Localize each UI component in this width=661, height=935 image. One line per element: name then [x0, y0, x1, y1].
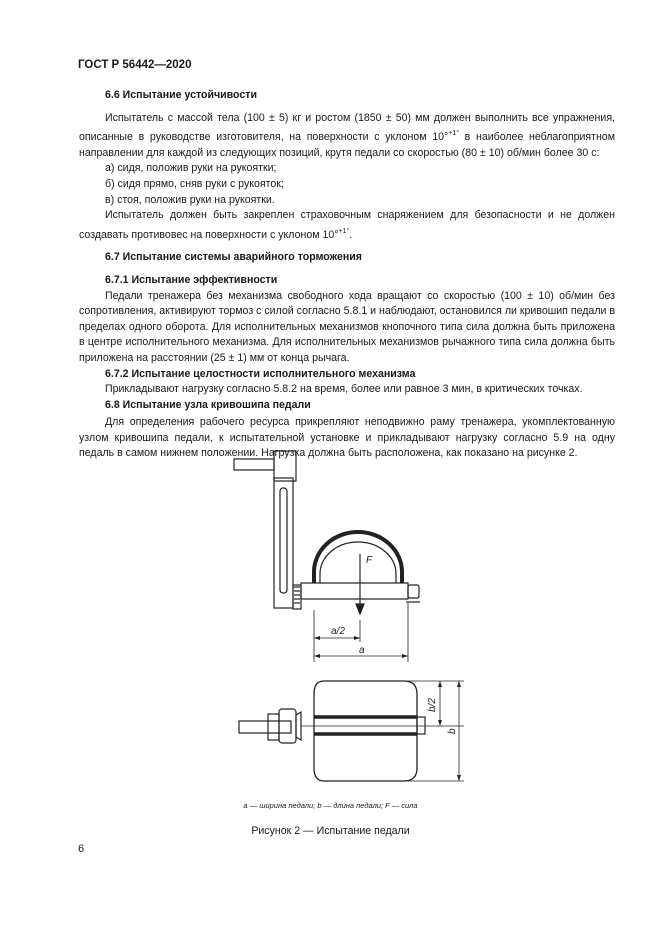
spindle-top [234, 459, 274, 470]
section-6-7-2-text: Прикладывают нагрузку согласно 5.8.2 на время, более или равное 3 мин, в критических точках. [105, 383, 583, 396]
section-6-7-2-title: 6.7.2 Испытание целостности исполнительного механизма [105, 367, 416, 380]
crank-hub [274, 451, 296, 481]
section-6-7-title: 6.7 Испытание системы аварийного торможения [105, 251, 362, 264]
force-arrowhead [356, 604, 364, 614]
document-body [79, 88, 615, 462]
spindle-collar [268, 714, 279, 740]
list-item: б) сидя прямо, сняв руки с рукояток; [105, 177, 284, 190]
list-item: в) стоя, положив руки на рукоятки. [105, 193, 275, 206]
figure-legend: a — ширина педали; b — длина педали; F — сила [243, 801, 418, 810]
section-6-6-paragraph-1: Испытатель с массой тела (100 ± 5) кг и ростом (1850 ± 50) мм должен выполнить все упражнения, описанные в руководстве изготовителя, на поверхности с уклоном 10°$^{+1^\circ}$ в наиболее неблагоприятном направлении для каждой из следующих позиций, крутя педали со скоростью (80 ± 10) об/мин более 30 с: [79, 111, 615, 159]
figure-caption: Рисунок 2 — Испытание педали [251, 825, 410, 837]
label-a-half: a/2 [331, 626, 345, 637]
section-6-8-title: 6.8 Испытание узла кривошипа педали [105, 398, 311, 411]
section-6-8-text: Для определения рабочего ресурса прикрепляют неподвижно раму тренажера, укомплектованную узлом кривошипа педали, к испытательной установке и прикладывают нагрузку согласно 5.9 на одну педаль в самом нижнем положении. Нагрузка должна быть расположена, как показано на рисунке 2. [79, 416, 615, 460]
pedal-body-side [301, 583, 408, 599]
section-6-6-title: 6.6 Испытание устойчивости [105, 89, 257, 101]
list-item: а) сидя, положив руки на рукоятки; [105, 162, 277, 175]
pedal-end-cap [408, 585, 419, 598]
label-force: F [366, 555, 373, 566]
label-b: b [447, 728, 458, 734]
pedal-nut-top [293, 585, 301, 609]
pedal-diagram [220, 450, 470, 796]
pedal-body-plan [314, 681, 417, 781]
document-header: ГОСТ Р 56442—2020 [78, 59, 192, 71]
spindle-plan [239, 721, 291, 733]
label-b-half: b/2 [427, 698, 438, 712]
pedal-nut-plan [279, 709, 296, 743]
section-6-7-1-title: 6.7.1 Испытание эффективности [105, 273, 278, 286]
crank-slot [280, 488, 287, 593]
pedal-frame-side [314, 532, 402, 583]
label-a: a [359, 645, 365, 656]
crank-arm [274, 478, 293, 608]
section-6-6-paragraph-2: Испытатель должен быть закреплен страховочным снаряжением для безопасности и не должен создавать противовес на поверхности с уклоном 10°$^{+1^\circ}$. [79, 209, 615, 241]
page-number: 6 [78, 843, 85, 855]
section-6-7-1-text: Педали тренажера без механизма свободного хода вращают со скоростью (100 ± 10) об/мин без сопротивления, активируют тормоз с силой согласно 5.8.1 и наблюдают, остановился ли кривошип педали в пределах одного оборота. Для исполнительных механизмов кнопочного типа сила должна быть приложена в центре исполнительного механизма. Для исполнительных механизмов рычажного типа сила должна быть приложена на расстоянии (25 ± 1) мм от конца рычага. [79, 289, 615, 364]
pedal-test-figure [220, 450, 470, 796]
